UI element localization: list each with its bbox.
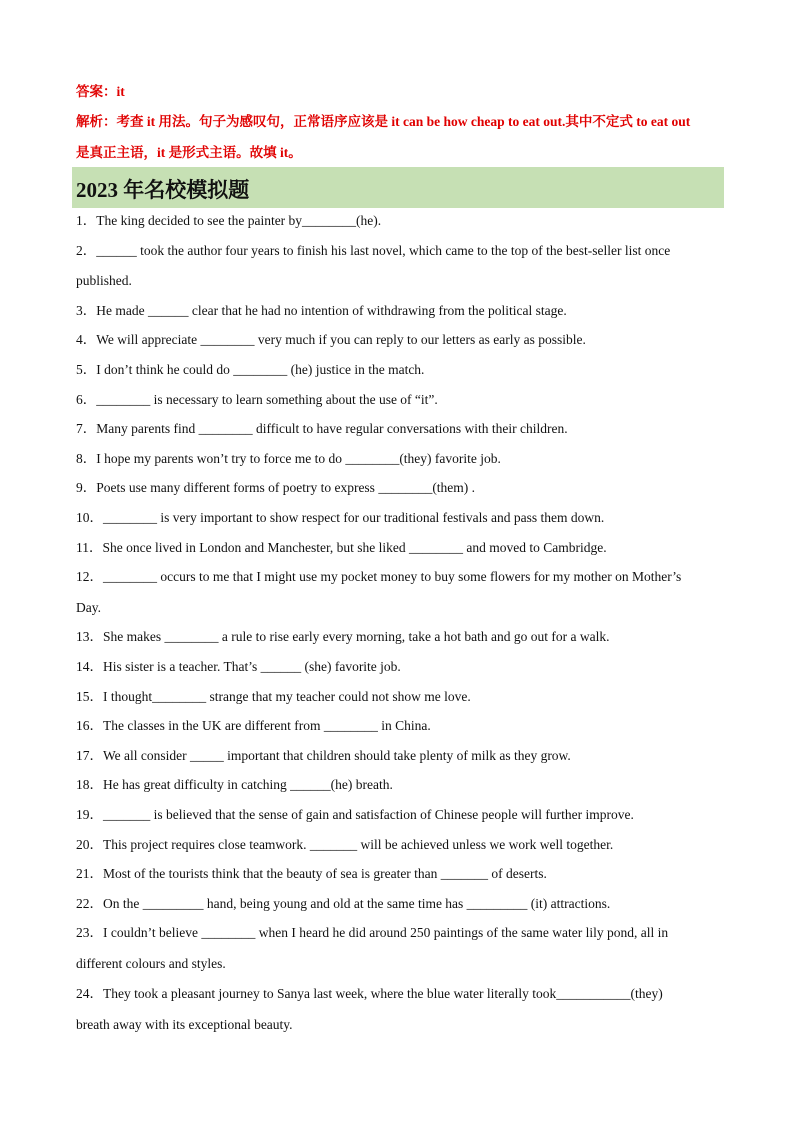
- question-line: 19．_______ is believed that the sense of gain and satisfaction of Chinese people will further improve.: [76, 807, 634, 822]
- question-line: 16．The classes in the UK are different from ________ in China.: [76, 718, 431, 733]
- question-line: 10．________ is very important to show respect for our traditional festivals and pass them down.: [76, 510, 605, 525]
- question-line: 13．She makes ________ a rule to rise early every morning, take a hot bath and go out for a walk.: [76, 629, 610, 644]
- question-line: 15．I thought________ strange that my teacher could not show me love.: [76, 689, 471, 704]
- question-line: 2．______ took the author four years to finish his last novel, which came to the top of the best-seller list once: [76, 243, 671, 258]
- question-line: 24．They took a pleasant journey to Sanya last week, where the blue water literally took___________(they): [76, 986, 663, 1001]
- question-line: 8．I hope my parents won’t try to force me to do ________(they) favorite job.: [76, 451, 501, 466]
- question-line: 20．This project requires close teamwork. _______ will be achieved unless we work well together.: [76, 837, 614, 852]
- question-line: 23．I couldn’t believe ________ when I heard he did around 250 paintings of the same water lily pond, all in: [76, 925, 669, 940]
- question-line: 14．His sister is a teacher. That’s ______ (she) favorite job.: [76, 659, 401, 674]
- question-line-continuation: published.: [76, 273, 132, 288]
- question-line: 4．We will appreciate ________ very much if you can reply to our letters as early as possible.: [76, 332, 586, 347]
- question-line-continuation: Day.: [76, 600, 101, 615]
- question-line: 5．I don’t think he could do ________ (he) justice in the match.: [76, 362, 425, 377]
- section-title: 2023 年名校模拟题: [76, 178, 250, 202]
- question-line: 12．________ occurs to me that I might use my pocket money to buy some flowers for my mother on Mother’s: [76, 569, 682, 584]
- question-line: 22．On the _________ hand, being young and old at the same time has _________ (it) attractions.: [76, 896, 611, 911]
- question-line: 9．Poets use many different forms of poetry to express ________(them) .: [76, 480, 476, 495]
- section-heading-band: [72, 167, 724, 208]
- question-line-continuation: breath away with its exceptional beauty.: [76, 1017, 293, 1032]
- question-line: 6．________ is necessary to learn something about the use of “it”.: [76, 392, 438, 407]
- question-line: 11．She once lived in London and Manchester, but she liked ________ and moved to Cambridge.: [76, 540, 607, 555]
- analysis-line-2: 是真正主语，it 是形式主语。故填 it。: [76, 145, 302, 160]
- question-line: 7．Many parents find ________ difficult to have regular conversations with their children.: [76, 421, 568, 436]
- question-line: 18．He has great difficulty in catching ______(he) breath.: [76, 777, 393, 792]
- question-line: 21．Most of the tourists think that the beauty of sea is greater than _______ of deserts.: [76, 866, 547, 881]
- question-line-continuation: different colours and styles.: [76, 956, 226, 971]
- question-line: 3．He made ______ clear that he had no intention of withdrawing from the political stage.: [76, 303, 567, 318]
- answer-line: 答案：it: [76, 84, 125, 99]
- analysis-line-1: 解析：考查 it 用法。句子为感叹句，正常语序应该是 it can be how cheap to eat out.其中不定式 to eat out: [76, 114, 691, 129]
- question-line: 17．We all consider _____ important that children should take plenty of milk as they grow.: [76, 748, 571, 763]
- question-line: 1．The king decided to see the painter by________(he).: [76, 213, 382, 228]
